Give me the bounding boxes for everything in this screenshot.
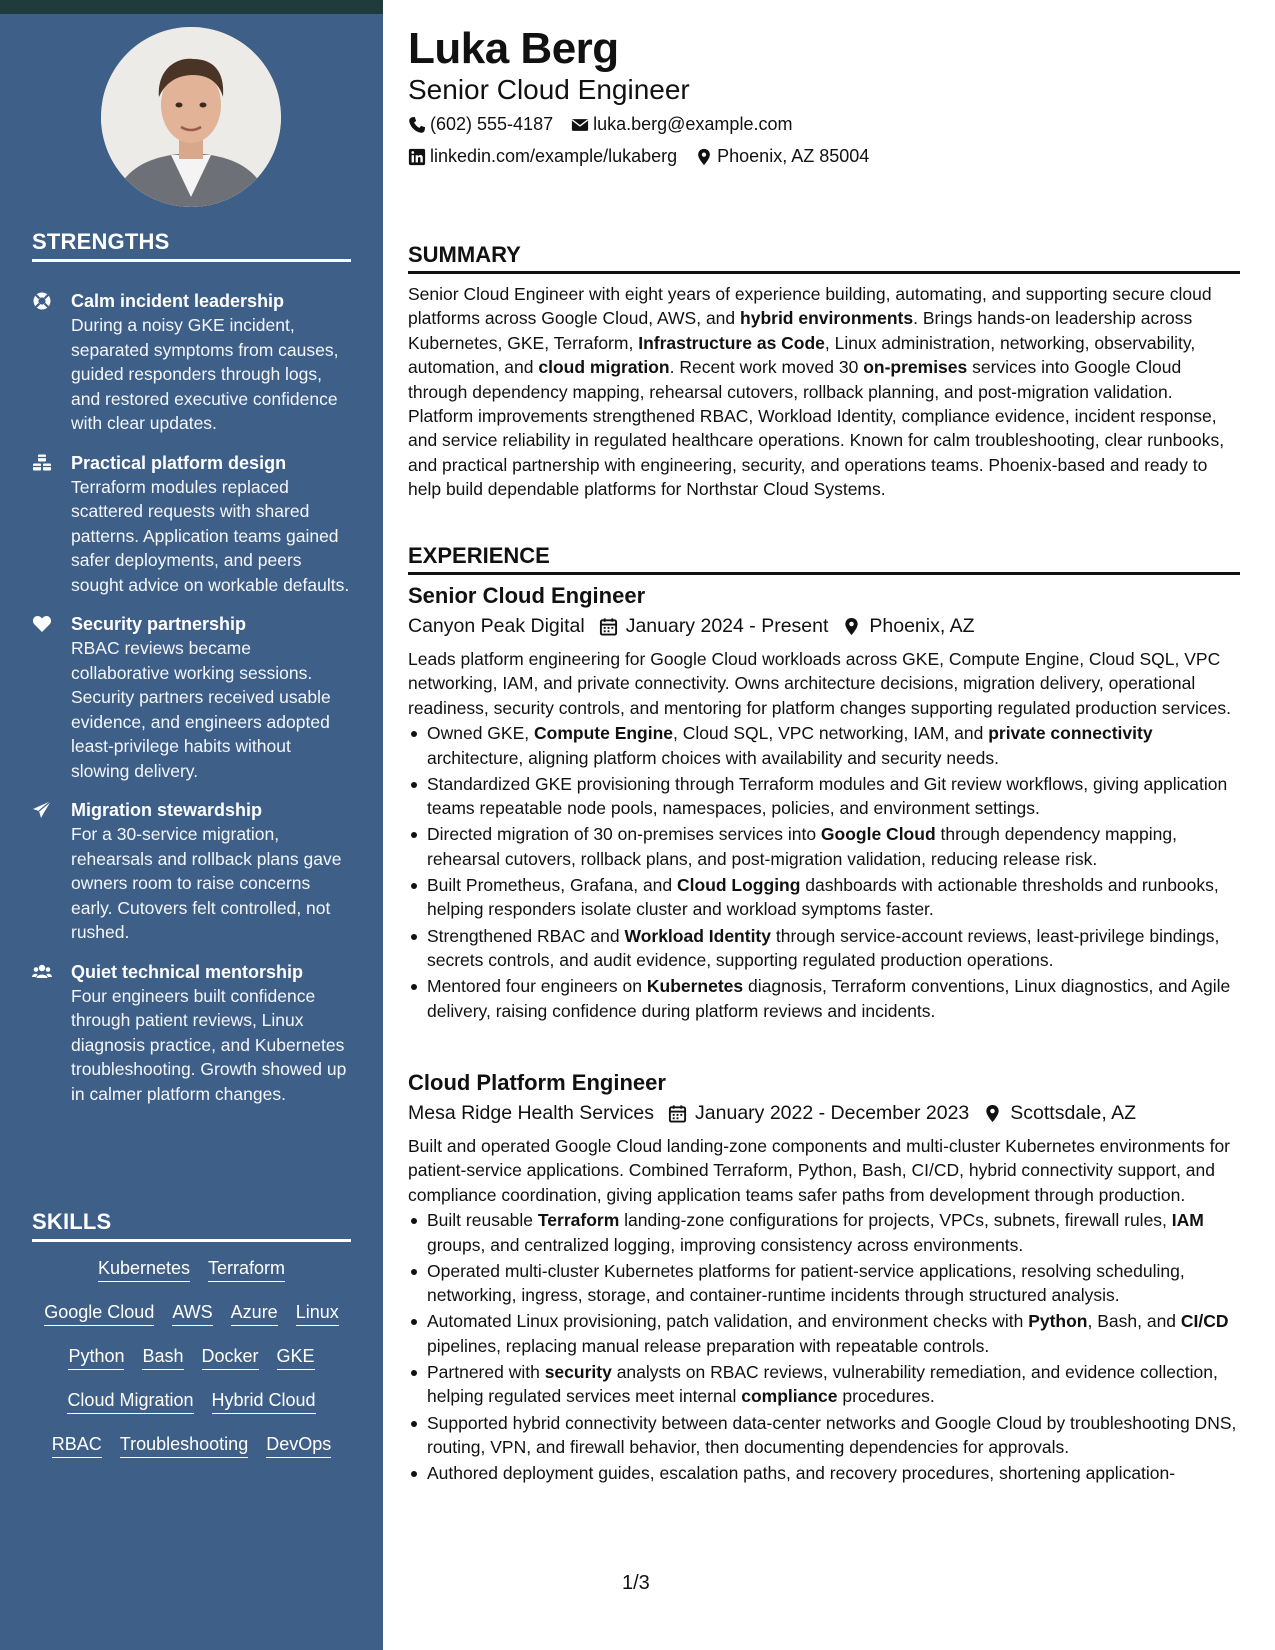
job-bullet: Directed migration of 30 on-premises services into Google Cloud through dependency mapping, rehearsal cutovers, rollback plans, and post-migration validation, reducing release risk.	[408, 822, 1240, 871]
contact-row	[408, 146, 887, 167]
skill-tag: Linux	[296, 1301, 339, 1326]
job-entry	[408, 1069, 1240, 1487]
job-location: Scottsdale, AZ	[1010, 1102, 1137, 1124]
skill-tag: Python	[68, 1345, 124, 1370]
map-pin-icon	[695, 148, 713, 166]
strength-description: During a noisy GKE incident, separated symptoms from causes, guided responders through logs, and restored executive confidence with clear updates.	[71, 315, 339, 433]
company-name: Mesa Ridge Health Services	[408, 1102, 655, 1124]
skill-tag: Kubernetes	[98, 1257, 190, 1282]
skill-tag: Bash	[142, 1345, 183, 1370]
envelope-icon	[571, 116, 589, 134]
job-meta	[408, 612, 1240, 640]
strength-description: Terraform modules replaced scattered requests with shared patterns. Application teams gained safer deployments, and peers sought advice on workable defaults.	[71, 476, 350, 595]
skills-title: SKILLS	[32, 1209, 351, 1242]
map-pin-icon	[983, 1104, 1002, 1123]
job-bullets	[408, 1208, 1240, 1485]
linkedin-text: linkedin.com/example/lukaberg	[430, 146, 678, 166]
phone-text: (602) 555-4187	[430, 114, 554, 134]
company-name: Canyon Peak Digital	[408, 615, 585, 637]
linkedin-contact[interactable]	[408, 146, 677, 167]
job-bullet: Supported hybrid connectivity between data-center networks and Google Cloud by troubleshooting DNS, routing, VPN, and firewall behavior, then documenting dependencies for approvals.	[408, 1411, 1240, 1460]
heart-icon	[32, 614, 52, 634]
strength-item	[32, 612, 352, 783]
job-bullet: Strengthened RBAC and Workload Identity through service-account reviews, least-privilege bindings, secrets controls, and audit evidence, supporting regulated production operations.	[408, 924, 1240, 973]
skill-tag: Cloud Migration	[67, 1389, 193, 1414]
phone-icon	[408, 116, 426, 134]
skills-row	[32, 1301, 351, 1326]
paper-plane-icon	[32, 800, 52, 820]
summary-title: SUMMARY	[408, 242, 1240, 274]
email-text: luka.berg@example.com	[593, 114, 793, 134]
skill-tag: AWS	[172, 1301, 212, 1326]
profile-photo-illustration	[101, 27, 281, 207]
profile-photo	[101, 27, 281, 207]
skills-row	[32, 1389, 351, 1414]
job-bullet: Automated Linux provisioning, patch validation, and environment checks with Python, Bash, and CI/CD pipelines, replacing manual release preparation with repeatable controls.	[408, 1309, 1240, 1358]
strength-item	[32, 289, 352, 436]
map-pin-icon	[842, 617, 861, 636]
strength-description: RBAC reviews became collaborative working sessions. Security partners received usable evidence, and engineers adopted least-privilege habits without slowing delivery.	[71, 638, 331, 781]
strength-item	[32, 960, 352, 1107]
skill-tag: Troubleshooting	[120, 1433, 248, 1458]
job-meta	[408, 1099, 1240, 1127]
sidebar	[0, 0, 383, 1650]
email-contact[interactable]	[571, 114, 792, 135]
strength-title: Calm incident leadership	[71, 291, 285, 311]
job-bullet: Partnered with security analysts on RBAC reviews, vulnerability remediation, and evidence collection, helping regulated services meet internal compliance procedures.	[408, 1360, 1240, 1409]
sidebar-top-band	[0, 0, 383, 14]
skill-tag: DevOps	[266, 1433, 331, 1458]
skill-tag: GKE	[277, 1345, 315, 1370]
skills-list	[32, 1257, 351, 1458]
candidate-role: Senior Cloud Engineer	[408, 74, 690, 105]
strength-item	[32, 451, 352, 598]
summary-text: Senior Cloud Engineer with eight years of experience building, automating, and supporting secure cloud platforms across Google Cloud, AWS, and hybrid environments. Brings hands-on leadership across Kubernetes, GKE, Terraform, Infrastructure as Code, Linux administration, networking, observability, automation, and cloud migration. Recent work moved 30 on-premises services into Google Cloud through dependency mapping, rehearsal cutovers, rollback planning, and post-migration validation. Platform improvements strengthened RBAC, Workload Identity, compliance evidence, incident response, and service reliability in regulated healthcare operations. Known for calm troubleshooting, clear runbooks, and practical partnership with engineering, security, and operations teams. Phoenix-based and ready to help build dependable platforms for Northstar Cloud Systems.	[408, 284, 1225, 500]
strength-item	[32, 798, 352, 945]
calendar-icon	[668, 1104, 687, 1123]
job-bullet: Mentored four engineers on Kubernetes diagnosis, Terraform conventions, Linux diagnostics, and Agile delivery, raising confidence during platform reviews and incidents.	[408, 974, 1240, 1023]
life-ring-icon	[32, 291, 52, 311]
phone-contact[interactable]	[408, 114, 553, 135]
job-dates: January 2022 - December 2023	[695, 1102, 970, 1124]
page-number: 1/3	[622, 1572, 650, 1594]
job-bullet: Operated multi-cluster Kubernetes platforms for patient-service applications, resolving scheduling, networking, ingress, storage, and container-runtime incidents through structured analysis.	[408, 1259, 1240, 1308]
calendar-icon	[599, 617, 618, 636]
job-bullet: Built reusable Terraform landing-zone configurations for projects, VPCs, subnets, firewall rules, IAM groups, and centralized logging, improving consistency across environments.	[408, 1208, 1240, 1257]
skill-tag: Terraform	[208, 1257, 285, 1282]
skill-tag: Hybrid Cloud	[212, 1389, 316, 1414]
job-bullet: Owned GKE, Compute Engine, Cloud SQL, VPC networking, IAM, and private connectivity architecture, aligning platform choices with availability and security needs.	[408, 721, 1240, 770]
location-contact	[695, 146, 869, 167]
job-title: Cloud Platform Engineer	[408, 1070, 666, 1095]
strength-title: Migration stewardship	[71, 800, 263, 820]
candidate-name: Luka Berg	[408, 24, 619, 73]
strengths-list	[32, 289, 352, 1121]
job-description: Leads platform engineering for Google Cloud workloads across GKE, Compute Engine, Cloud SQL, VPC networking, IAM, and private connectivity. Owns architecture decisions, migration delivery, operational readiness, security controls, and mentoring for platform changes supporting regulated production services.	[408, 649, 1231, 718]
strength-title: Security partnership	[71, 614, 247, 634]
skills-row	[32, 1433, 351, 1458]
job-title: Senior Cloud Engineer	[408, 583, 646, 608]
job-bullet: Standardized GKE provisioning through Terraform modules and Git review workflows, giving application teams repeatable node pools, namespaces, policies, and environment settings.	[408, 772, 1240, 821]
strength-title: Practical platform design	[71, 452, 287, 473]
users-icon	[32, 962, 52, 982]
skill-tag: Google Cloud	[44, 1301, 154, 1326]
job-bullets	[408, 721, 1240, 1023]
cubes-icon	[32, 453, 52, 473]
job-bullet: Built Prometheus, Grafana, and Cloud Logging dashboards with actionable thresholds and runbooks, helping responders isolate cluster and workload symptoms faster.	[408, 873, 1240, 922]
job-location: Phoenix, AZ	[869, 615, 975, 637]
location-text: Phoenix, AZ 85004	[717, 146, 870, 166]
skill-tag: Docker	[202, 1345, 259, 1370]
linkedin-icon	[408, 148, 426, 166]
job-dates: January 2024 - Present	[625, 615, 829, 637]
skill-tag: Azure	[231, 1301, 278, 1326]
job-description: Built and operated Google Cloud landing-zone components and multi-cluster Kubernetes environments for patient-service applications. Combined Terraform, Python, Bash, CI/CD, hybrid connectivity support, and compliance coordination, giving application teams safer paths from development through production.	[408, 1136, 1231, 1205]
contact-row	[408, 114, 810, 135]
skill-tag: RBAC	[52, 1433, 102, 1458]
experience-title: EXPERIENCE	[408, 543, 1240, 575]
strength-title: Quiet technical mentorship	[71, 961, 304, 982]
strengths-title: STRENGTHS	[32, 229, 351, 262]
job-entry	[408, 582, 1240, 1025]
strength-description: For a 30-service migration, rehearsals and rollback plans gave owners room to raise concerns early. Cutovers felt controlled, not rushed.	[71, 824, 342, 942]
skills-row	[32, 1257, 351, 1282]
strength-description: Four engineers built confidence through patient reviews, Linux diagnosis practice, and Kubernetes troubleshooting. Growth showed up in calmer platform changes.	[71, 985, 347, 1104]
skills-row	[32, 1345, 351, 1370]
job-bullet: Authored deployment guides, escalation paths, and recovery procedures, shortening application-	[408, 1461, 1240, 1485]
